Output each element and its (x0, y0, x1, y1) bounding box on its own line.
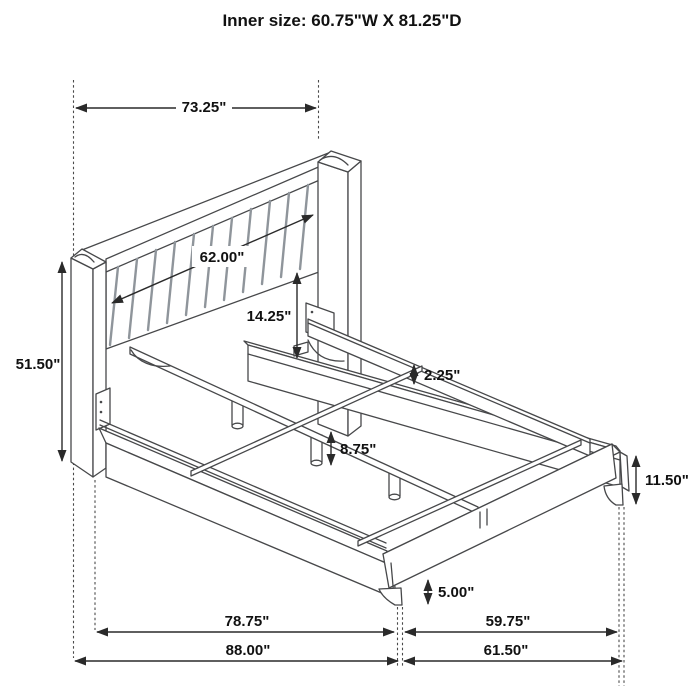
right-corner-leg (604, 484, 623, 505)
left-bracket-screw (100, 401, 103, 404)
panel-bottom-label: 14.25" (246, 308, 292, 325)
foot-rail (383, 444, 629, 597)
dimension-side-height (636, 456, 689, 504)
right-bracket-screw (311, 311, 314, 314)
center-leg-2-foot (311, 460, 322, 466)
bed-line-art (71, 151, 629, 605)
center-leg-1-foot (232, 423, 243, 429)
left-bracket-screw (100, 411, 103, 414)
dimension-overall-depth (75, 642, 398, 661)
front-rail-outer-face (106, 443, 396, 599)
corner-leg-height-label: 5.00" (438, 584, 475, 601)
panel-width-label: 62.00" (199, 249, 245, 266)
overall-width-label: 61.50" (483, 642, 529, 659)
inner-width-label: 59.75" (485, 613, 531, 630)
foot-corner-leg (379, 588, 402, 605)
headboard-height-label: 51.50" (15, 356, 61, 373)
dimension-corner-leg-height (428, 580, 474, 604)
dimension-inner-width (405, 613, 617, 632)
inner-depth-label: 78.75" (224, 613, 270, 630)
dimension-overall-width (404, 642, 622, 661)
dimension-headboard-height (16, 262, 62, 461)
inner-size-title: Inner size: 60.75"W X 81.25"D (222, 11, 462, 30)
rail-thickness-label: 2.25" (424, 367, 461, 384)
center-leg-3-foot (389, 494, 400, 500)
left-wing-front-face (71, 258, 93, 477)
overall-depth-label: 88.00" (225, 642, 271, 659)
side-height-label: 11.50" (645, 472, 689, 489)
headboard-left-wing (71, 249, 110, 477)
headboard-width-label: 73.25" (181, 99, 227, 116)
rail-pin (294, 342, 308, 356)
side-rail-far (244, 341, 620, 487)
dimension-inner-depth (97, 613, 394, 632)
dimension-headboard-width (76, 97, 316, 117)
left-wing-side-face (93, 262, 106, 477)
center-leg-height-label: 8.75" (340, 441, 377, 458)
